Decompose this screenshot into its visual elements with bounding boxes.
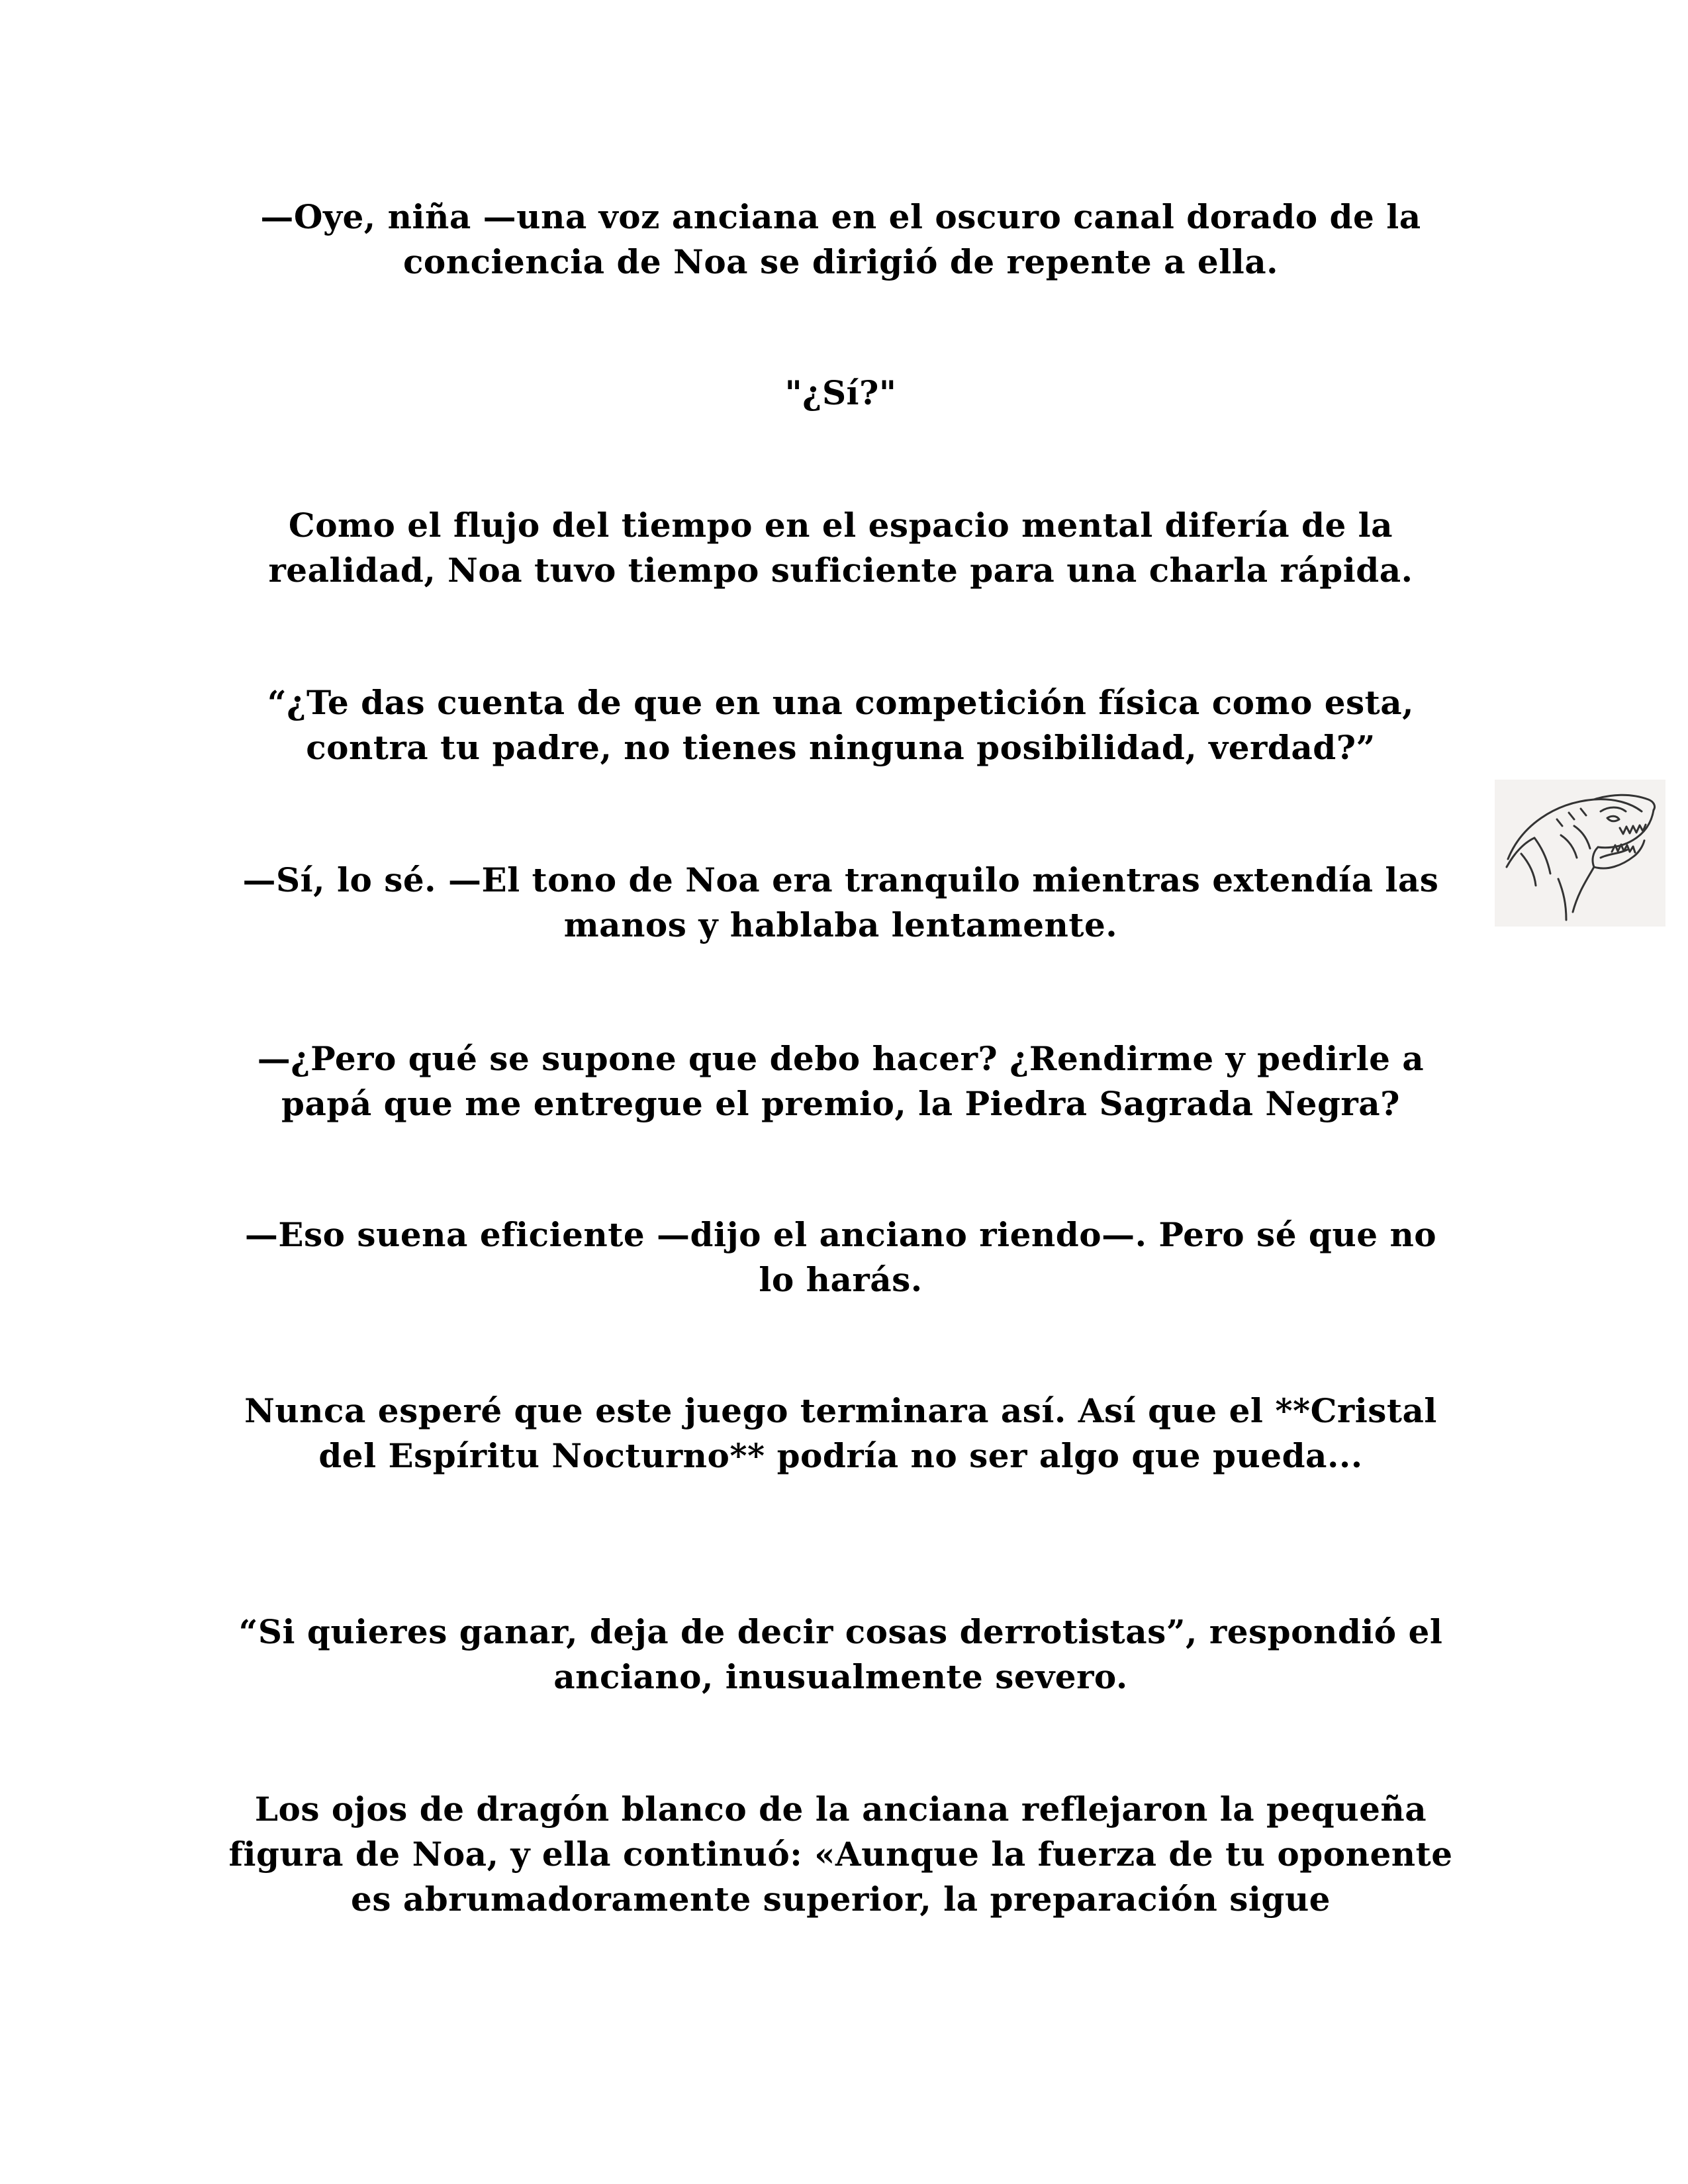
dinosaur-head-sketch-icon [1495,780,1665,927]
paragraph-8: Nunca esperé que este juego terminara así. Así que el **Cristal del Espíritu Nocturno** podría no ser algo que pueda... [244,1391,1437,1475]
paragraph-9: “Si quieres ganar, deja de decir cosas derrotistas”, respondió el anciano, inusualmente severo. [238,1612,1443,1696]
paragraph-2: "¿Sí?" [784,373,897,412]
paragraph-7: —Eso suena eficiente —dijo el anciano riendo—. Pero sé que no lo harás. [244,1215,1437,1299]
paragraph-1: —Oye, niña —una voz anciana en el oscuro canal dorado de la conciencia de Noa se dirigió de repente a ella. [260,197,1421,281]
paragraph-6: —¿Pero qué se supone que debo hacer? ¿Rendirme y pedirle a papá que me entregue el premio, la Piedra Sagrada Negra? [257,1039,1425,1123]
paragraph-4: “¿Te das cuenta de que en una competición física como esta, contra tu padre, no tienes ninguna posibilidad, verdad?” [267,683,1415,767]
paragraph-3: Como el flujo del tiempo en el espacio mental difería de la realidad, Noa tuvo tiempo suficiente para una charla rápida. [268,506,1413,590]
paragraph-5: —Sí, lo sé. —El tono de Noa era tranquilo mientras extendía las manos y hablaba lentamente. [242,860,1439,944]
paragraph-10: Los ojos de dragón blanco de la anciana reflejaron la pequeña figura de Noa, y ella continuó: «Aunque la fuerza de tu oponente es abrumadoramente superior, la preparación sigue [228,1790,1453,1919]
